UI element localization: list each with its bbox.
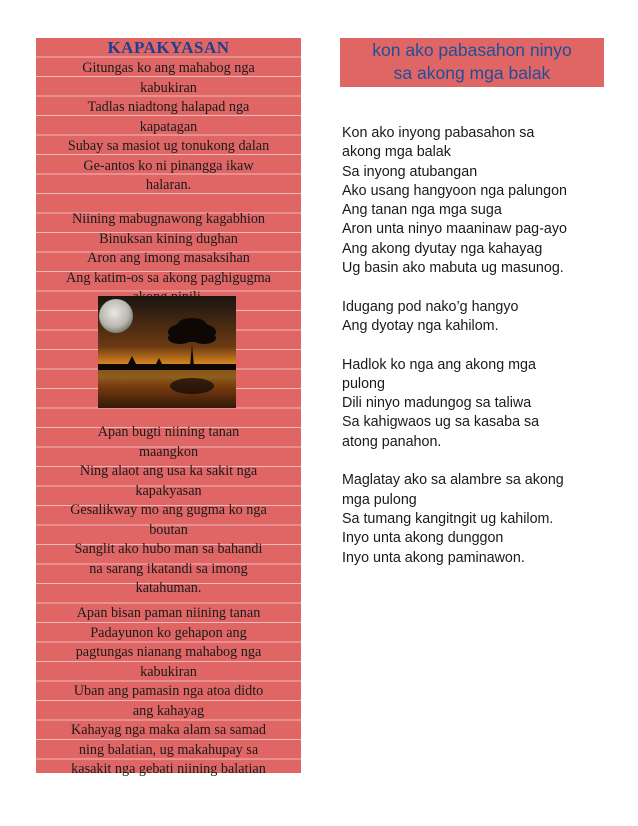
poem-line: kasakit nga gebati niining balatian: [71, 761, 266, 777]
poem-line: Ge-antos ko ni pinangga ikaw: [83, 157, 254, 174]
poem-line: Sa kahigwaos ug sa kasaba sa: [342, 414, 540, 431]
poem-line: Aron unta ninyo maaninaw pag-ayo: [342, 221, 567, 238]
poem-line: Subay sa masiot ug tonukong dalan: [67, 138, 270, 154]
poem-line: Sa tumang kangitngit ug kahilom.: [342, 510, 554, 527]
left-stanza-4: [36, 604, 301, 780]
moon-icon: [99, 299, 133, 333]
poem-line: Aron ang imong masaksihan: [87, 250, 250, 266]
right-stanza-4: [342, 471, 612, 567]
poem-line: ang kahayag: [132, 702, 205, 719]
poem-line: Sa inyong atubangan: [342, 163, 478, 180]
poem-line: katahuman.: [135, 580, 202, 596]
right-poem-body: [342, 124, 612, 587]
poem-line: Tadlas niadtong halapad nga: [87, 99, 250, 115]
poem-line: ning balatian, ug makahupay sa: [78, 741, 259, 758]
poem-line: atong panahon.: [342, 433, 442, 450]
poem-line: Apan bisan paman niining tanan: [76, 605, 261, 621]
right-stanza-1: [342, 124, 612, 278]
poem-line: Ning alaot ang usa ka sakit nga: [79, 463, 258, 479]
poem-line: maangkon: [138, 443, 199, 460]
poem-line: Ako usang hangyoon nga palungon: [342, 182, 567, 199]
poem-line: Ang dyotay nga kahilom.: [342, 317, 499, 334]
moon-tree-silhouette-photo: [98, 296, 236, 408]
left-poem-panel: [36, 38, 301, 777]
left-stanza-2: [36, 210, 301, 308]
poem-line: Uban ang pamasin nga atoa didto: [73, 683, 264, 699]
left-stanza-3: [36, 423, 301, 599]
poem-line: boutan: [149, 521, 188, 538]
poem-line: halaran.: [145, 177, 192, 193]
poem-line: Hadlok ko nga ang akong mga: [342, 356, 536, 373]
poem-line: Ang katim-os sa akong paghigugma: [66, 269, 271, 286]
poem-line: na sarang ikatandi sa imong: [89, 560, 248, 577]
poem-line: Apan bugti niining tanan: [97, 424, 240, 440]
poem-line: mga pulong: [342, 491, 417, 508]
poem-line: akong mga balak: [342, 144, 451, 161]
poem-line: Gesalikway mo ang gugma ko nga: [70, 502, 267, 518]
poem-line: Inyo unta akong dunggon: [342, 530, 504, 547]
poem-line: Ang tanan nga mga suga: [342, 202, 502, 219]
poem-line: kapatagan: [139, 118, 198, 135]
poem-line: Kahayag nga maka alam sa samad: [71, 722, 266, 738]
poem-line: kapakyasan: [135, 482, 202, 499]
poem-line: Ang akong dyutay nga kahayag: [342, 240, 543, 257]
poem-line: Kon ako inyong pabasahon sa: [342, 125, 535, 141]
poem-line: Ug basin ako mabuta ug masunog.: [342, 260, 564, 277]
poem-line: Niining mabugnawong kagabhion: [71, 211, 266, 227]
poem-line: Sanglit ako hubo man sa bahandi: [74, 541, 263, 557]
poem-line: Maglatay ako sa alambre sa akong: [342, 472, 564, 489]
poem-line: Idugang pod nako’g hangyo: [342, 298, 519, 315]
title-line: sa akong mga balak: [393, 63, 551, 83]
poem-line: Dili ninyo madungog sa taliwa: [342, 395, 532, 412]
poem-line: Inyo unta akong paminawon.: [342, 549, 525, 566]
poem-line: Binuksan kining dughan: [99, 230, 238, 247]
poem-title: KAPAKYASAN: [107, 38, 230, 57]
right-stanza-3: [342, 356, 612, 452]
poem-line: pagtungas nianang mahabog nga: [75, 644, 262, 660]
title-line: kon ako pabasahon ninyo: [372, 40, 572, 60]
left-stanza-1: [36, 59, 301, 196]
poem-line: Gitungas ko ang mahabog nga: [82, 60, 255, 76]
right-stanza-2: [342, 298, 612, 337]
poem-line: kabukiran: [140, 79, 197, 96]
poem-line: Padayunon ko gehapon ang: [90, 624, 247, 641]
poem-line: kabukiran: [140, 663, 197, 680]
poem-line: pulong: [342, 375, 385, 392]
right-poem-title: [340, 38, 604, 87]
